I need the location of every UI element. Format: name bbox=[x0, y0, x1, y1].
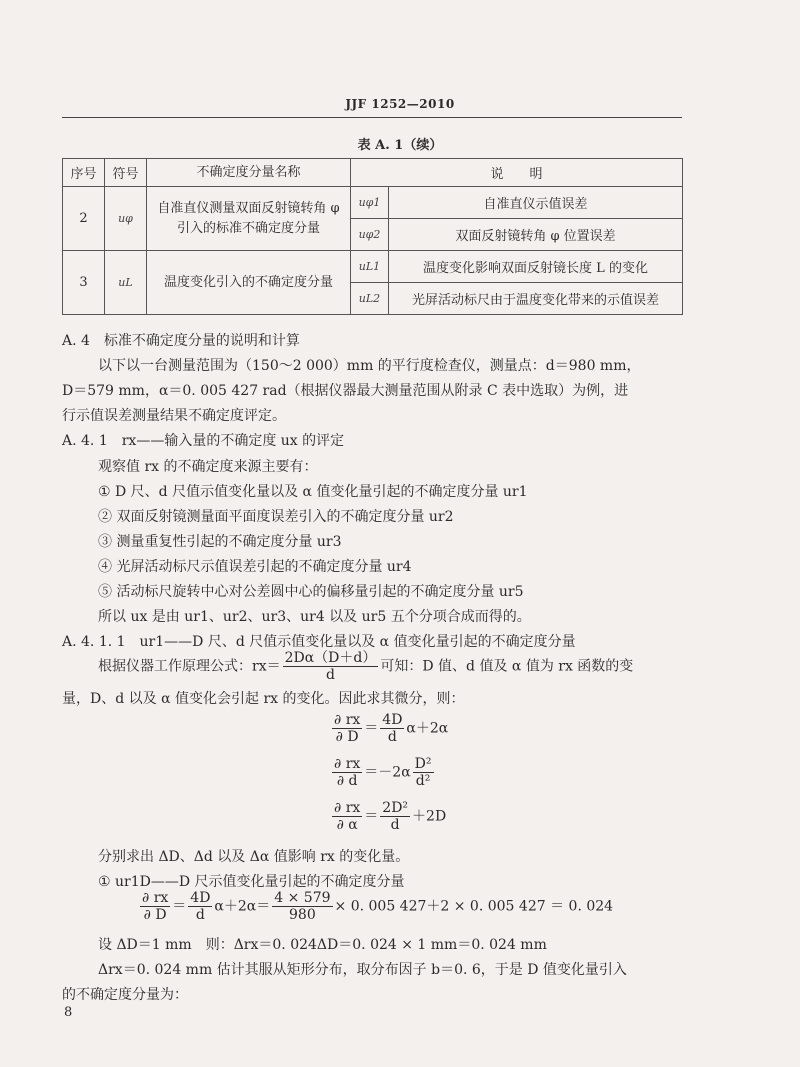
header-name: 不确定度分量名称 bbox=[147, 159, 351, 187]
paragraph-line: 设 ΔD＝1 mm 则：Δrx＝0. 024ΔD＝0. 024 × 1 mm＝0. 024 mm bbox=[98, 937, 547, 953]
sub-symbol: uL1 bbox=[351, 251, 389, 283]
section-heading: A. 4 标准不确定度分量的说明和计算 bbox=[62, 333, 300, 349]
sub-desc: 自准直仪示值误差 bbox=[389, 187, 683, 219]
sub-desc: 双面反射镜转角 φ 位置误差 bbox=[389, 219, 683, 251]
header-no: 序号 bbox=[63, 159, 105, 187]
paragraph-line: 量，D、d 以及 α 值变化会引起 rx 的变化。因此求其微分，则： bbox=[62, 691, 465, 707]
equation-1: $\frac{\partial rx}{\partial D}$ ＝ $\frac{4D}{d}$ α＋2α bbox=[334, 712, 449, 745]
section-heading: A. 4. 1 rx——输入量的不确定度 ux 的评定 bbox=[62, 433, 345, 449]
row-symbol: uL bbox=[105, 251, 147, 315]
list-item: ② 双面反射镜测量面平面度误差引入的不确定度分量 ur2 bbox=[98, 509, 454, 525]
paragraph-line: 以下以一台测量范围为（150～2 000）mm 的平行度检查仪，测量点：d＝980 mm， bbox=[98, 358, 641, 374]
equation-2: $\frac{\partial rx}{\partial d}$ ＝－2α $\frac{\text{D²}}{\text{d²}}$ bbox=[334, 756, 432, 789]
equation-4: $\frac{\partial rx}{\partial D}$ ＝ $\frac{4D}{d}$ α＋2α＝ $\frac{4 \times 579}{980}$ × 0. 005 427＋2 × 0. 005 427 ＝ 0. 024 bbox=[142, 890, 614, 923]
formula-line: 根据仪器工作原理公式：rx＝ $\frac{2D\alpha(D+d)}{d}$ 可知：D 值、d 值及 α 值为 rx 函数的变 bbox=[98, 650, 634, 683]
list-item: ③ 测量重复性引起的不确定度分量 ur3 bbox=[98, 534, 342, 550]
sub-desc: 光屏活动标尺由于温度变化带来的示值误差 bbox=[389, 283, 683, 315]
list-item: ⑤ 活动标尺旋转中心对公差圆中心的偏移量引起的不确定度分量 ur5 bbox=[98, 584, 524, 600]
list-item: ① D 尺、d 尺值示值变化量以及 α 值变化量引起的不确定度分量 ur1 bbox=[98, 484, 528, 500]
equation-3: $\frac{\partial rx}{\partial \alpha}$ ＝ $\frac{\text{2D²}}{d}$ ＋2D bbox=[334, 800, 447, 833]
section-heading: A. 4. 1. 1 ur1——D 尺、d 尺值示值变化量以及 α 值变化量引起的不确定度分量 bbox=[62, 634, 576, 650]
paragraph-line: 的不确定度分量为： bbox=[62, 987, 188, 1003]
paragraph-line: D＝579 mm，α＝0. 005 427 rad（根据仪器最大测量范围从附录 C 表中选取）为例，进 bbox=[62, 383, 629, 399]
header-explain: 说 明 bbox=[351, 159, 683, 187]
sub-desc: 温度变化影响双面反射镜长度 L 的变化 bbox=[389, 251, 683, 283]
sub-symbol: uφ2 bbox=[351, 219, 389, 251]
standard-code: JJF 1252—2010 bbox=[345, 97, 455, 111]
sub-symbol: uφ1 bbox=[351, 187, 389, 219]
row-symbol: uφ bbox=[105, 187, 147, 251]
sub-symbol: uL2 bbox=[351, 283, 389, 315]
header-symbol: 符号 bbox=[105, 159, 147, 187]
uncertainty-table bbox=[62, 158, 683, 315]
paragraph-line: 分别求出 ΔD、Δd 以及 Δα 值影响 rx 的变化量。 bbox=[98, 849, 410, 865]
row-no: 3 bbox=[63, 251, 105, 315]
list-item: ④ 光屏活动标尺示值误差引起的不确定度分量 ur4 bbox=[98, 559, 412, 575]
page-number: 8 bbox=[64, 1005, 73, 1020]
list-item: ① ur1D——D 尺示值变化量引起的不确定度分量 bbox=[98, 874, 405, 890]
paragraph-line: 所以 ux 是由 ur1、ur2、ur3、ur4 以及 ur5 五个分项合成而得的。 bbox=[98, 609, 531, 625]
row-name: 自准直仪测量双面反射镜转角 φ 引入的标准不确定度分量 bbox=[147, 187, 351, 251]
header-rule bbox=[62, 117, 682, 118]
paragraph-line: 观察值 rx 的不确定度来源主要有： bbox=[98, 459, 318, 475]
paragraph-line: Δrx＝0. 024 mm 估计其服从矩形分布，取分布因子 b＝0. 6，于是 D 值变化量引入 bbox=[98, 962, 627, 978]
row-no: 2 bbox=[63, 187, 105, 251]
paragraph-line: 行示值误差测量结果不确定度评定。 bbox=[62, 408, 286, 424]
row-name: 温度变化引入的不确定度分量 bbox=[147, 251, 351, 315]
table-caption: 表 A. 1（续） bbox=[357, 138, 443, 153]
